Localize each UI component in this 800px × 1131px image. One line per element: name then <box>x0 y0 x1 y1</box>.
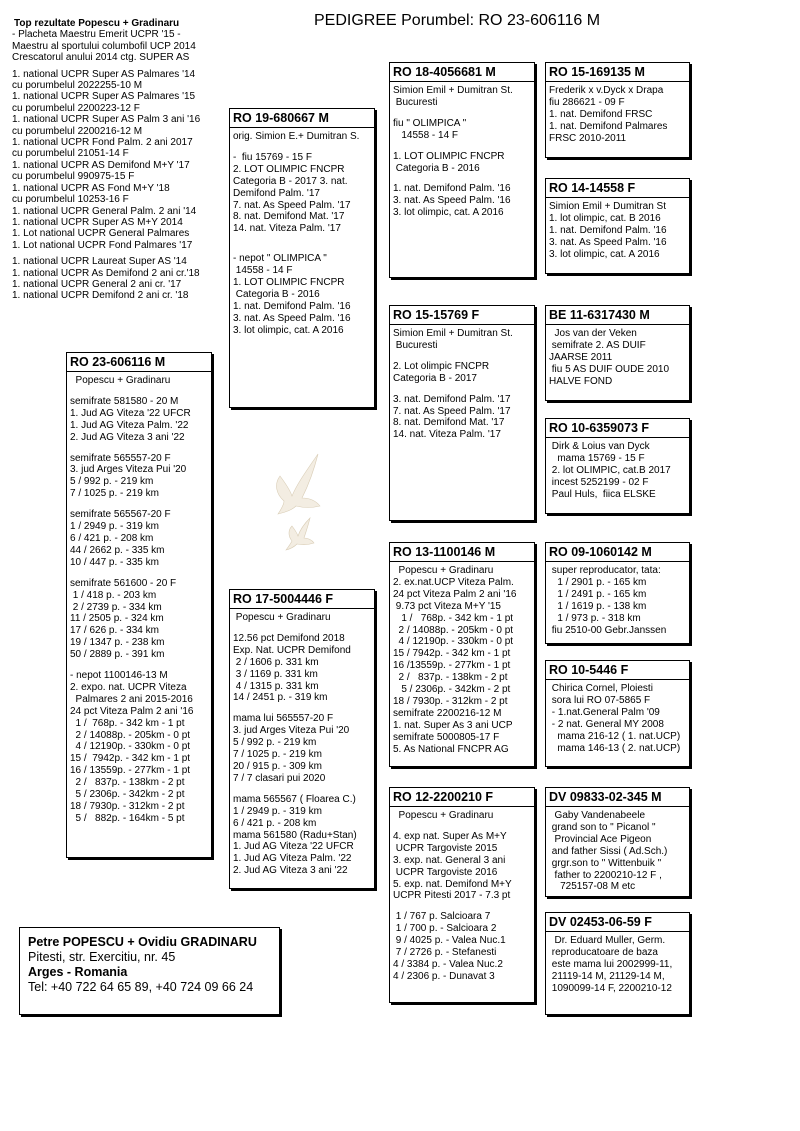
text-line: Categoria B - 2016 <box>393 162 480 174</box>
great-grandparent-ring-3: BE 11-6317430 M <box>546 306 689 325</box>
text-line: UCPR Targoviste 2016 <box>393 866 498 878</box>
text-line: 725157-08 M etc <box>549 881 636 893</box>
great-grandparent-card-7 <box>545 787 690 897</box>
text-line: 1. national UCPR Super AS M+Y 2014 <box>12 216 183 228</box>
text-line: 1. nat. Demifond Palm. '16 <box>393 183 511 195</box>
text-line: 2. ex.nat.UCP Viteza Palm. <box>393 576 514 588</box>
great-grandparent-card-3 <box>545 305 690 401</box>
text-line: 3. jud Arges Viteza Pui '20 <box>233 725 350 737</box>
text-line: 1090099-14 F, 2200210-12 <box>549 982 672 994</box>
text-line: 3. nat. As Speed Palm. '16 <box>393 195 511 207</box>
text-line: mama 216-12 ( 1. nat.UCP) <box>549 730 681 742</box>
text-line: mama 146-13 ( 2. nat.UCP) <box>549 742 681 754</box>
grandsire-paternal-card <box>389 62 535 278</box>
text-line: Simion Emil + Dumitran St. <box>393 328 513 339</box>
text-line: 1. nat. Demifond FRSC <box>549 108 653 120</box>
text-line: cu porumbelul 2022255-10 M <box>12 80 143 92</box>
text-line: cu porumbelul 10253-16 F <box>12 194 129 206</box>
text-line: 1. national UCPR Laureat Super AS '14 <box>12 256 187 268</box>
text-line: Popescu + Gradinaru <box>393 565 494 576</box>
text-line: Simion Emil + Dumitran St <box>549 201 666 212</box>
text-line: 5 / 992 p. - 219 km <box>70 476 154 488</box>
text-line: 2. Jud AG Viteza 3 ani '22 <box>233 865 348 877</box>
text-line: 1 / 2901 p. - 165 km <box>549 576 647 588</box>
line-spacer <box>393 385 531 394</box>
text-line: Categoria B - 2017 3. nat. <box>233 175 348 187</box>
text-line: Frederik x v.Dyck x Drapa <box>549 85 664 96</box>
text-line: 1. Jud AG Viteza '22 UFCR <box>70 407 191 419</box>
grandsire-maternal-details <box>390 562 534 759</box>
text-line: 5. As National FNCPR AG <box>393 743 509 755</box>
text-line: 2. Lot olimpic FNCPR <box>393 360 490 372</box>
text-line: 1 / 768p. - 342 km - 1 pt <box>70 717 185 729</box>
breeder-contact-card <box>19 927 280 1015</box>
text-line: 1. Lot national UCPR Fond Palmares '17 <box>12 239 193 251</box>
granddam-maternal-details <box>390 807 534 986</box>
text-line: 4 / 12190p. - 330km - 0 pt <box>393 636 514 648</box>
breeder-address: Pitesti, str. Exercitiu, nr. 45 <box>28 950 176 964</box>
great-grandparent-ring-4: RO 10-6359073 F <box>546 419 689 438</box>
granddam-maternal-card <box>389 787 535 1003</box>
text-line: 1. lot olimpic, cat. B 2016 <box>549 212 661 224</box>
text-line: orig. Simion E.+ Dumitran S. <box>233 131 360 142</box>
text-line: 16 /13559p. - 277km - 1 pt <box>393 660 511 672</box>
text-line: 14. nat. Viteza Palm. '17 <box>233 223 341 235</box>
line-spacer <box>393 109 531 118</box>
grandsire-maternal-ring: RO 13-1100146 M <box>390 543 534 562</box>
great-grandparent-ring-8: DV 02453-06-59 F <box>546 913 689 932</box>
line-spacer <box>233 143 371 152</box>
text-line: fiu 5 AS DUIF OUDE 2010 <box>549 363 670 375</box>
text-line: Popescu + Gradinaru <box>233 612 331 623</box>
text-line: Categoria B - 2017 <box>393 372 477 384</box>
text-line: Popescu + Gradinaru <box>70 375 171 386</box>
text-line: 2 / 837p. - 138km - 2 pt <box>393 672 508 684</box>
text-line: 1. national UCPR Super AS Palmares '14 <box>12 68 196 80</box>
great-grandparent-card-8 <box>545 912 690 1015</box>
text-line: Dirk & Loius van Dyck <box>549 441 650 452</box>
great-grandparent-card-4 <box>545 418 690 514</box>
text-line: 1. Jud AG Viteza Palm. '22 <box>70 419 189 431</box>
text-line: 14558 - 14 F <box>393 129 459 141</box>
great-grandparent-card-1 <box>545 62 690 158</box>
grandsire-maternal-card <box>389 542 535 767</box>
text-line: 7. nat. As Speed Palm. '17 <box>393 405 511 417</box>
text-line: fiu 286621 - 09 F <box>549 96 625 108</box>
text-line: 14. nat. Viteza Palm. '17 <box>393 429 501 441</box>
line-spacer <box>70 569 208 578</box>
line-spacer <box>233 785 371 794</box>
sire-details <box>230 128 374 340</box>
text-line: Categoria B - 2016 <box>233 288 320 300</box>
text-line: - 2 nat. General MY 2008 <box>549 718 664 730</box>
text-line: 4 / 1315 p. 331 km <box>233 680 319 692</box>
text-line: cu porumbelul 990975-15 F <box>12 171 135 183</box>
text-line: 44 / 2662 p. - 335 km <box>70 544 165 556</box>
great-grandparent-details-7 <box>546 807 689 896</box>
text-line: 3. nat. As Speed Palm. '16 <box>549 236 667 248</box>
results-summary <box>12 18 234 302</box>
line-spacer <box>233 244 371 253</box>
text-line: 1. nat. Super As 3 ani UCP <box>393 719 513 731</box>
great-grandparent-details-4 <box>546 438 689 504</box>
text-line: 2 / 837p. - 138km - 2 pt <box>70 777 185 789</box>
text-line: 14 / 2451 p. - 319 km <box>233 692 328 704</box>
text-line: - 1.nat.General Palm '09 <box>549 706 660 718</box>
text-line: father to 2200210-12 F , <box>549 869 662 881</box>
text-line: 1. Jud AG Viteza '22 UFCR <box>233 841 354 853</box>
text-line: 1. LOT OLIMPIC FNCPR <box>393 150 505 162</box>
text-line: Gaby Vandenabeele <box>549 810 646 821</box>
breeder-region: Arges - Romania <box>28 965 128 979</box>
text-line: 2 / 1606 p. 331 km <box>233 656 319 668</box>
text-line: 17 / 626 p. - 334 km <box>70 625 159 637</box>
breeder-phone: Tel: +40 722 64 65 89, +40 724 09 66 24 <box>28 980 254 994</box>
text-line: 7 / 2726 p. - Stefanesti <box>393 947 497 959</box>
text-line: Crescatorul anului 2014 ctg. SUPER AS <box>12 52 190 64</box>
page-title: PEDIGREE Porumbel: RO 23-606116 M <box>314 12 601 29</box>
text-line: 2 / 14088p. - 205km - 0 pt <box>393 624 514 636</box>
text-line: - fiu 15769 - 15 F <box>233 151 312 163</box>
text-line: super reproducator, tata: <box>549 565 661 576</box>
text-line: 1. LOT OLIMPIC FNCPR <box>233 277 345 289</box>
text-line: 8. nat. Demifond Mat. '17 <box>233 211 345 223</box>
text-line: 1. national UCPR As Demifond 2 ani cr.'18 <box>12 267 200 279</box>
great-grandparent-ring-5: RO 09-1060142 M <box>546 543 689 562</box>
text-line: 7. nat. As Speed Palm. '17 <box>233 199 351 211</box>
text-line: reproducatoare de baza <box>549 946 658 958</box>
text-line: mama 561580 (Radu+Stan) <box>233 829 357 841</box>
text-line: 3. lot olimpic, cat. A 2016 <box>233 324 344 336</box>
main-pigeon-ring: RO 23-606116 M <box>67 353 211 372</box>
text-line: 1. national UCPR Demifond 2 ani cr. '18 <box>12 290 189 302</box>
great-grandparent-details-1 <box>546 82 689 148</box>
great-grandparent-details-5 <box>546 562 689 639</box>
text-line: 1 / 768p. - 342 km - 1 pt <box>393 612 514 624</box>
main-pigeon-card <box>66 352 212 858</box>
text-line: 1. national UCPR Fond Palm. 2 ani 2017 <box>12 137 193 149</box>
text-line: 10 / 447 p. - 335 km <box>70 556 159 568</box>
text-line: fiu " OLIMPICA " <box>393 117 467 129</box>
granddam-maternal-ring: RO 12-2200210 F <box>390 788 534 807</box>
line-spacer <box>70 500 208 509</box>
text-line: 16 / 13559p. - 277km - 1 pt <box>70 765 191 777</box>
text-line: 1. nat. Demifond Palm. '16 <box>549 224 667 236</box>
text-line: 1 / 973 p. - 318 km <box>549 612 641 624</box>
text-line: semifrate 565557-20 F <box>70 452 171 464</box>
text-line: 1. national UCPR AS Demifond M+Y '17 <box>12 159 190 171</box>
breeder-names: Petre POPESCU + Ovidiu GRADINARU <box>28 935 257 949</box>
line-spacer <box>70 661 208 670</box>
text-line: 1. national UCPR Super AS Palmares '15 <box>12 91 196 103</box>
line-spacer <box>393 142 531 151</box>
great-grandparent-ring-7: DV 09833-02-345 M <box>546 788 689 807</box>
text-line: 20 / 915 p. - 309 km <box>233 760 322 772</box>
text-line: 1. national UCPR AS Fond M+Y '18 <box>12 182 170 194</box>
text-line: 1. national UCPR General 2 ani cr. '17 <box>12 278 182 290</box>
text-line: 3. jud Arges Viteza Pui '20 <box>70 464 187 476</box>
text-line: mama 15769 - 15 F <box>549 452 645 464</box>
doves-illustration <box>262 446 332 556</box>
text-line: 3. exp. nat. General 3 ani <box>393 854 506 866</box>
text-line: 1. national UCPR Super AS Palm 3 ani '16 <box>12 114 201 126</box>
dam-ring: RO 17-5004446 F <box>230 590 374 609</box>
text-line: Bucuresti <box>393 96 438 108</box>
results-title: Top rezultate Popescu + Gradinaru <box>14 18 180 29</box>
text-line: 2 / 2739 p. - 334 km <box>70 601 162 613</box>
text-line: Jos van der Veken <box>549 328 637 339</box>
text-line: 2. lot OLIMPIC, cat.B 2017 <box>549 464 671 476</box>
text-line: 5. exp. nat. Demifond M+Y <box>393 878 512 890</box>
text-line: UCPR Pitesti 2017 - 7.3 pt <box>393 890 511 902</box>
text-line: 21119-14 M, 21129-14 M, <box>549 970 665 982</box>
great-grandparent-details-3 <box>546 325 689 391</box>
text-line: Simion Emil + Dumitran St. <box>393 85 513 96</box>
line-spacer <box>393 822 531 831</box>
text-line: 7 / 1025 p. - 219 km <box>70 488 159 500</box>
grandsire-paternal-details <box>390 82 534 222</box>
text-line: 5 / 882p. - 164km - 5 pt <box>70 812 185 824</box>
text-line: 1 / 418 p. - 203 km <box>70 589 157 601</box>
granddam-paternal-details <box>390 325 534 444</box>
text-line: sora lui RO 07-5865 F <box>549 694 651 706</box>
line-spacer <box>393 902 531 911</box>
text-line: 4 / 2306 p. - Dunavat 3 <box>393 970 495 982</box>
results-lines <box>12 29 234 301</box>
dam-card <box>229 589 375 889</box>
text-line: grgr.son to " Wittenbuik " <box>549 857 662 869</box>
text-line: 4 / 12190p. - 330km - 0 pt <box>70 741 191 753</box>
text-line: semifrate 5000805-17 F <box>393 731 500 743</box>
text-line: 8. nat. Demifond Mat. '17 <box>393 417 505 429</box>
text-line: incest 5252199 - 02 F <box>549 476 649 488</box>
text-line: 1. nat. Demifond Palm. '16 <box>233 300 351 312</box>
great-grandparent-ring-6: RO 10-5446 F <box>546 661 689 680</box>
line-spacer <box>393 174 531 183</box>
text-line: mama lui 565557-20 F <box>233 713 334 725</box>
text-line: fiu 2510-00 Gebr.Janssen <box>549 624 667 636</box>
text-line: 1. Lot national UCPR General Palmares <box>12 228 190 240</box>
text-line: Paul Huls, fiica ELSKE <box>549 488 656 500</box>
text-line: semifrate 561600 - 20 F <box>70 577 177 589</box>
text-line: semifrate 2200216-12 M <box>393 707 502 719</box>
great-grandparent-ring-2: RO 14-14558 F <box>546 179 689 198</box>
text-line: 4 / 3384 p. - Valea Nuc.2 <box>393 958 503 970</box>
text-line: 5 / 2306p. - 342km - 2 pt <box>393 684 511 696</box>
great-grandparent-card-2 <box>545 178 690 274</box>
text-line: cu porumbelul 2200216-12 M <box>12 125 143 137</box>
text-line: 3. lot olimpic, cat. A 2016 <box>393 207 504 219</box>
text-line: 1 / 2949 p. - 319 km <box>70 521 159 533</box>
text-line: 1. national UCPR General Palm. 2 ani '14 <box>12 205 197 217</box>
text-line: 2 / 14088p. - 205km - 0 pt <box>70 729 191 741</box>
text-line: Demifond Palm. '17 <box>233 187 320 199</box>
text-line: 11 / 2505 p. - 324 km <box>70 613 164 625</box>
line-spacer <box>70 387 208 396</box>
text-line: Popescu + Gradinaru <box>393 810 494 821</box>
text-line: 2. expo. nat. UCPR Viteza <box>70 681 187 693</box>
text-line: 3. nat. As Speed Palm. '16 <box>233 312 351 324</box>
great-grandparent-ring-1: RO 15-169135 M <box>546 63 689 82</box>
text-line: and father Sissi ( Ad.Sch.) <box>549 845 668 857</box>
text-line: - nepot 1100146-13 M <box>70 670 168 682</box>
text-line: 2. Jud AG Viteza 3 ani '22 <box>70 431 185 443</box>
text-line: FRSC 2010-2011 <box>549 132 627 144</box>
text-line: 9.73 pct Viteza M+Y '15 <box>393 600 501 612</box>
line-spacer <box>70 444 208 453</box>
text-line: 1. nat. Demifond Palmares <box>549 120 668 132</box>
text-line: 1 / 767 p. Salcioara 7 <box>393 911 491 923</box>
sire-card <box>229 108 375 408</box>
line-spacer <box>233 704 371 713</box>
text-line: 1 / 2949 p. - 319 km <box>233 805 322 817</box>
text-line: 3 / 1169 p. 331 km <box>233 668 318 680</box>
text-line: 3. nat. Demifond Palm. '17 <box>393 393 511 405</box>
text-line: 5 / 2306p. - 342km - 2 pt <box>70 789 185 801</box>
text-line: UCPR Targoviste 2015 <box>393 842 498 854</box>
text-line: grand son to " Picanol " <box>549 821 656 833</box>
great-grandparent-card-5 <box>545 542 690 644</box>
text-line: 6 / 421 p. - 208 km <box>233 817 317 829</box>
text-line: 18 / 7930p. - 312km - 2 pt <box>70 801 185 812</box>
text-line: cu porumbelul 21051-14 F <box>12 148 129 160</box>
text-line: este mama lui 2002999-11, <box>549 958 673 970</box>
text-line: Bucuresti <box>393 339 438 351</box>
text-line: 15 / 7942p. - 342 km - 1 pt <box>393 648 511 660</box>
granddam-paternal-ring: RO 15-15769 F <box>390 306 534 325</box>
dam-details <box>230 609 374 880</box>
line-spacer <box>233 235 371 244</box>
text-line: cu porumbelul 2200223-12 F <box>12 102 140 114</box>
text-line: Provincial Ace Pigeon <box>549 833 652 845</box>
text-line: JAARSE 2011 <box>549 351 613 363</box>
text-line: mama 565567 ( Floarea C.) <box>233 793 356 805</box>
text-line: Maestru al sportului columbofil UCP 2014 <box>12 40 196 52</box>
text-line: Exp. Nat. UCPR Demifond <box>233 644 351 656</box>
text-line: 1. Jud AG Viteza Palm. '22 <box>233 853 352 865</box>
line-spacer <box>393 352 531 361</box>
text-line: 24 pct Viteza Palm 2 ani '16 <box>70 705 194 717</box>
text-line: 18 / 7930p. - 312km - 2 pt <box>393 695 508 707</box>
text-line: - Placheta Maestru Emerit UCPR '15 - <box>12 29 181 41</box>
grandsire-paternal-ring: RO 18-4056681 M <box>390 63 534 82</box>
text-line: - nepot " OLIMPICA " <box>233 253 327 265</box>
text-line: 1 / 700 p. - Salcioara 2 <box>393 923 497 935</box>
great-grandparent-card-6 <box>545 660 690 767</box>
text-line: semifrate 581580 - 20 M <box>70 395 179 407</box>
text-line: 12.56 pct Demifond 2018 <box>233 632 345 644</box>
text-line: 5 / 992 p. - 219 km <box>233 737 317 749</box>
text-line: 7 / 1025 p. - 219 km <box>233 749 322 761</box>
text-line: Palmares 2 ani 2015-2016 <box>70 693 193 705</box>
text-line: 1 / 1619 p. - 138 km <box>549 600 647 612</box>
text-line: 1 / 2491 p. - 165 km <box>549 588 647 600</box>
text-line: HALVE FOND <box>549 375 613 387</box>
text-line: 2. LOT OLIMPIC FNCPR <box>233 163 345 175</box>
main-pigeon-details <box>67 372 211 828</box>
great-grandparent-details-8 <box>546 932 689 998</box>
great-grandparent-details-6 <box>546 680 689 757</box>
sire-ring: RO 19-680667 M <box>230 109 374 128</box>
text-line: semifrate 565567-20 F <box>70 509 171 521</box>
text-line: 7 / 7 clasari pui 2020 <box>233 772 326 784</box>
text-line: 6 / 421 p. - 208 km <box>70 532 154 544</box>
text-line: Dr. Eduard Muller, Germ. <box>549 935 666 946</box>
text-line: 14558 - 14 F <box>233 265 293 277</box>
text-line: 4. exp nat. Super As M+Y <box>393 830 507 842</box>
text-line: semifrate 2. AS DUIF <box>549 339 646 351</box>
text-line: 19 / 1347 p. - 238 km <box>70 637 165 649</box>
line-spacer <box>233 624 371 633</box>
granddam-paternal-card <box>389 305 535 521</box>
text-line: 15 / 7942p. - 342 km - 1 pt <box>70 753 191 765</box>
text-line: 9 / 4025 p. - Valea Nuc.1 <box>393 935 506 947</box>
text-line: 24 pct Viteza Palm 2 ani '16 <box>393 588 517 600</box>
great-grandparent-details-2 <box>546 198 689 264</box>
text-line: 50 / 2889 p. - 391 km <box>70 649 165 661</box>
text-line: 3. lot olimpic, cat. A 2016 <box>549 248 660 260</box>
text-line: Chirica Cornel, Ploiesti <box>549 683 653 694</box>
